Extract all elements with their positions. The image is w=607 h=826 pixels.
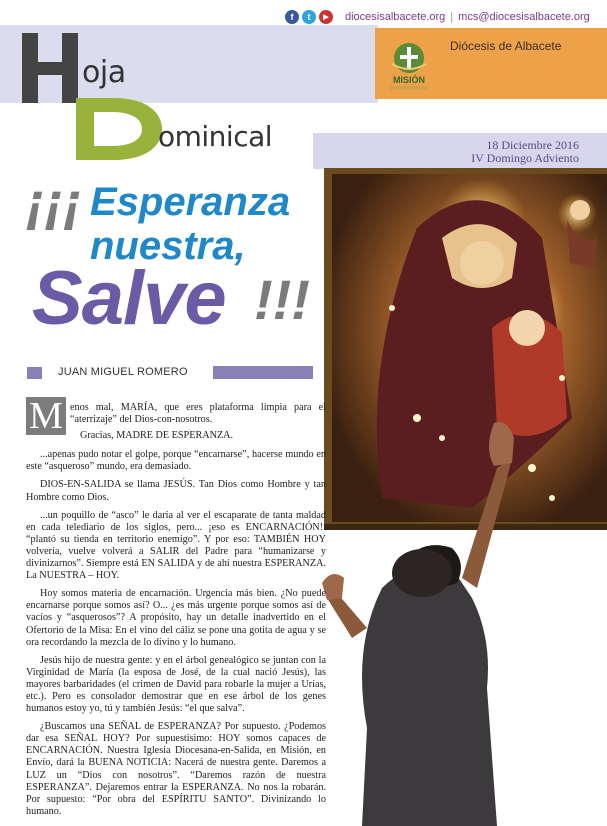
headline-close-exclamation: !!! — [254, 268, 310, 331]
website-link[interactable]: diocesisalbacete.org — [345, 11, 446, 23]
article-paragraph: ...apenas pudo notar el golpe, porque “encarnarse”, hacerse mundo en este “asqueroso” mundo, era demasiado. — [26, 449, 326, 473]
article-body — [26, 402, 326, 824]
article-paragraph: Hoy somos materia de encarnación. Urgencia más bien. ¿No puede encarnarse porque somos así? O... ¿es más urgente porque somos así de vacíos y “asquerosos”? A propósito, hay un detalle inadvertido en el Ofertorio de la Misa: En el vino del cáliz se pone una gotita de agua y se ora recordando la mezcla de lo divino y lo humano. — [26, 588, 326, 648]
author-marker — [27, 367, 42, 379]
article-paragraph: enos mal, MARÍA, que eres plataforma limpia para el “aterrizaje” del Dios-con-nosotros. — [70, 402, 326, 426]
headline-line-3: Salve — [32, 256, 226, 341]
social-icons — [285, 10, 333, 24]
masthead-letter-h — [22, 33, 78, 103]
article-paragraph: ¿Buscamos una SEÑAL de ESPERANZA? Por supuesto. ¿Podemos dar esa SEÑAL HOY? Por supuestísimo: HOY somos capaces de ENCARNACIÓN. Nuestra Iglesia Diocesana-en-Salida, en Misión, en Envío, dará la BUENA NOTICIA: Nacerá de nuestra gente. Daremos a LUZ un “Dios con nosotros”. “Daremos razón de nuestra ESPERANZA”. Dejaremos entrar la ESPERANZA. No nos la robarán. Por supuesto: “Por obra del ESPÍRITU SANTO”. Divinizando lo humano. — [26, 721, 326, 817]
article-paragraph: ...un poquillo de “asco” le daría al ver el escaparate de tanta maldad en cada telediario de los siglos, pero... ¡eso es ENCARNACIÓN!: “plantó su tienda en territorio enemigo”. Y por eso: TAMBIÉN HOY volvería, vuelve volverá a SALIR del Padre para “humanizarse y divinizarnos”. Siempre está EN SALIDA y de ahí nuestra ESPERANZA. La NUESTRA – HOY. — [26, 509, 326, 582]
link-separator: | — [450, 11, 454, 23]
masthead-word-hoja: oja — [82, 55, 126, 90]
headline-open-exclamation: ¡¡¡ — [26, 170, 82, 233]
svg-text:D: D — [116, 133, 117, 134]
email-link[interactable]: mcs@diocesisalbacete.org — [458, 11, 590, 23]
headline-line-2: nuestra, — [90, 224, 246, 268]
masthead-word-dominical: ominical — [158, 120, 273, 153]
article-paragraph: DIOS-EN-SALIDA se llama JESÚS. Tan Dios como Hombre y tan Hombre como Dios. — [26, 479, 326, 503]
header-links — [345, 11, 590, 23]
author-rule — [213, 366, 313, 379]
headline-line-1: Esperanza — [90, 180, 291, 224]
mision-logo — [384, 40, 434, 95]
liturgical-day: IV Domingo Adviento — [471, 151, 579, 165]
facebook-icon[interactable]: f — [285, 10, 299, 24]
masthead-letter-d — [76, 98, 162, 160]
author-name: JUAN MIGUEL ROMERO — [58, 366, 188, 378]
article-paragraph: Jesús hijo de nuestra gente: y en el árbol genealógico se juntan con la Virginidad de María (la esposa de José, de la cual nació Jesús), las mayores barbaridades (el crimen de David para robarle la mujer a Urías, etc.). Pero es consolador demostrar que en ese árbol de los genes humanos estoy yo, tú y también Jesús: “el que salva”. — [26, 654, 326, 715]
cover-photo — [322, 168, 607, 826]
drop-cap: M — [26, 397, 66, 435]
article-paragraph: Gracias, MADRE DE ESPERANZA. — [80, 430, 234, 442]
twitter-icon[interactable]: t — [302, 10, 316, 24]
svg-text:MISIÓN: MISIÓN — [392, 75, 426, 85]
diocese-name: Diócesis de Albacete — [450, 39, 562, 53]
youtube-icon[interactable]: ▶ — [319, 10, 333, 24]
issue-date: 18 Diciembre 2016 — [486, 138, 579, 152]
